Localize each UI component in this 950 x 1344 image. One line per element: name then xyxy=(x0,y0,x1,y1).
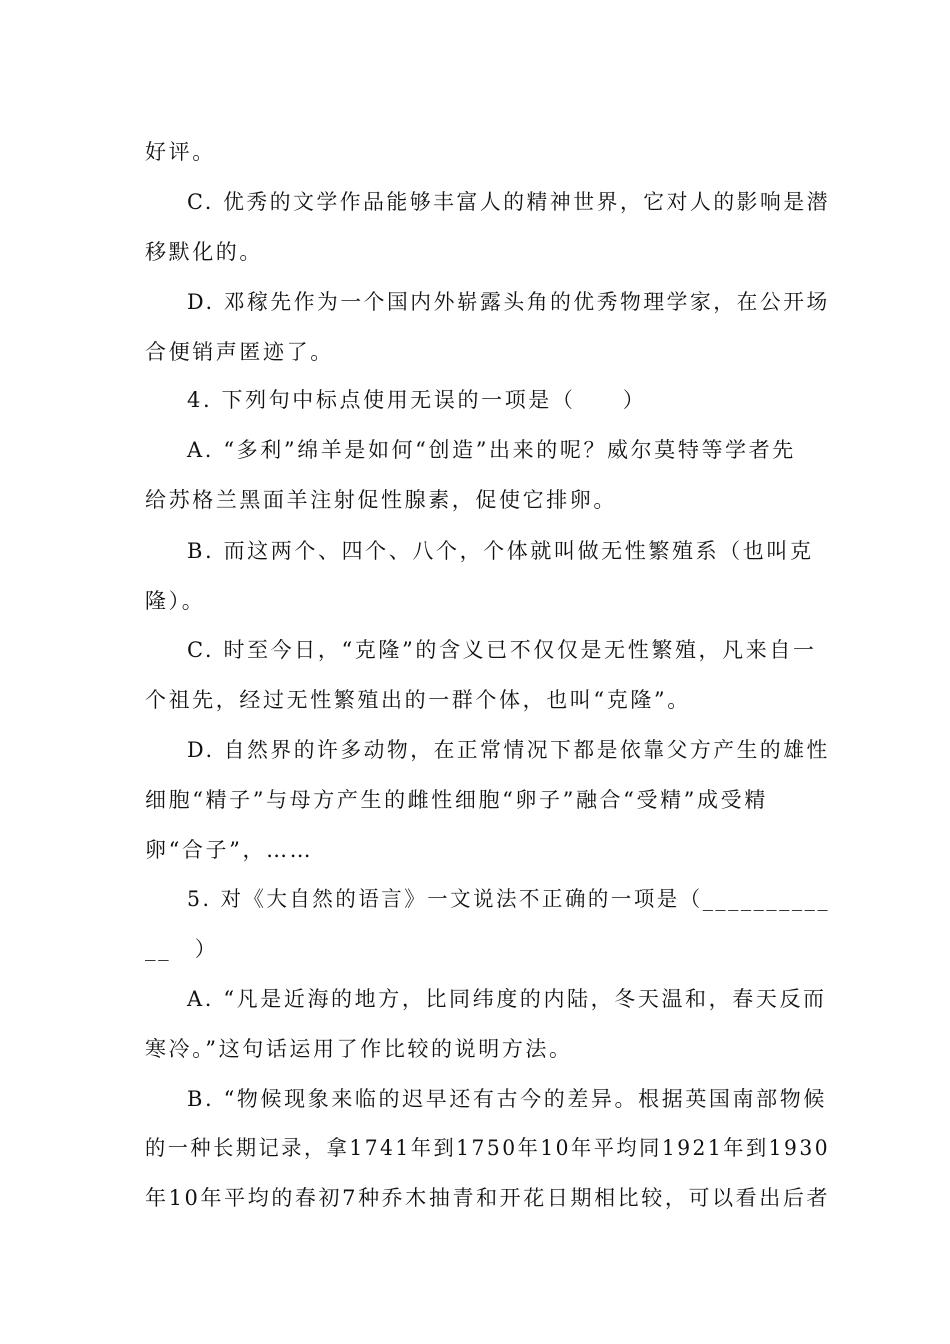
question-5: 5. 对《大自然的语言》一文说法不正确的一项是（__________ xyxy=(187,887,831,911)
option-d-line: D. 邓稼先作为一个国内外崭露头角的优秀物理学家，在公开场 xyxy=(187,290,830,314)
option-c-line: C. 时至今日，“克隆”的含义已不仅仅是无性繁殖，凡来自一 xyxy=(187,638,817,662)
option-d-line: D. 自然界的许多动物，在正常情况下都是依靠父方产生的雄性 xyxy=(187,738,830,762)
text-line: 给苏格兰黑面羊注射促性腺素，促使它排卵。 xyxy=(145,488,617,512)
text-line: 个祖先，经过无性繁殖出的一群个体，也叫“克隆”。 xyxy=(145,688,691,712)
option-c-line: C. 优秀的文学作品能够丰富人的精神世界，它对人的影响是潜 xyxy=(187,190,831,214)
text-line: 细胞“精子”与母方产生的雌性细胞“卵子”融合“受精”成受精 xyxy=(145,788,768,812)
option-a-line: A. “凡是近海的地方，比同纬度的内陆，冬天温和，春天反而 xyxy=(187,987,827,1011)
option-b-line: B. 而这两个、四个、八个，个体就叫做无性繁殖系（也叫克 xyxy=(187,539,814,563)
text-line: 好评。 xyxy=(145,140,216,164)
option-a-line: A. “多利”绵羊是如何“创造”出来的呢？威尔莫特等学者先 xyxy=(187,438,796,462)
text-line: 隆）。 xyxy=(145,589,206,613)
text-line: 卵“合子”，…… xyxy=(145,838,314,862)
text-line: 移默化的。 xyxy=(145,240,263,264)
text-line: 寒冷。”这句话运用了作比较的说明方法。 xyxy=(145,1037,573,1061)
text-line: 合便销声匿迹了。 xyxy=(145,340,334,364)
option-b-line: B. “物候现象来临的迟早还有古今的差异。根据英国南部物候 xyxy=(187,1087,827,1111)
text-line: 年10年平均的春初7种乔木抽青和开花日期相比较，可以看出后者 xyxy=(145,1186,831,1210)
text-line: 的一种长期记录，拿1741年到1750年10年平均同1921年到1930 xyxy=(145,1136,831,1160)
question-4: 4. 下列句中标点使用无误的一项是（ ） xyxy=(187,388,647,412)
text-line: __ ） xyxy=(145,937,219,961)
